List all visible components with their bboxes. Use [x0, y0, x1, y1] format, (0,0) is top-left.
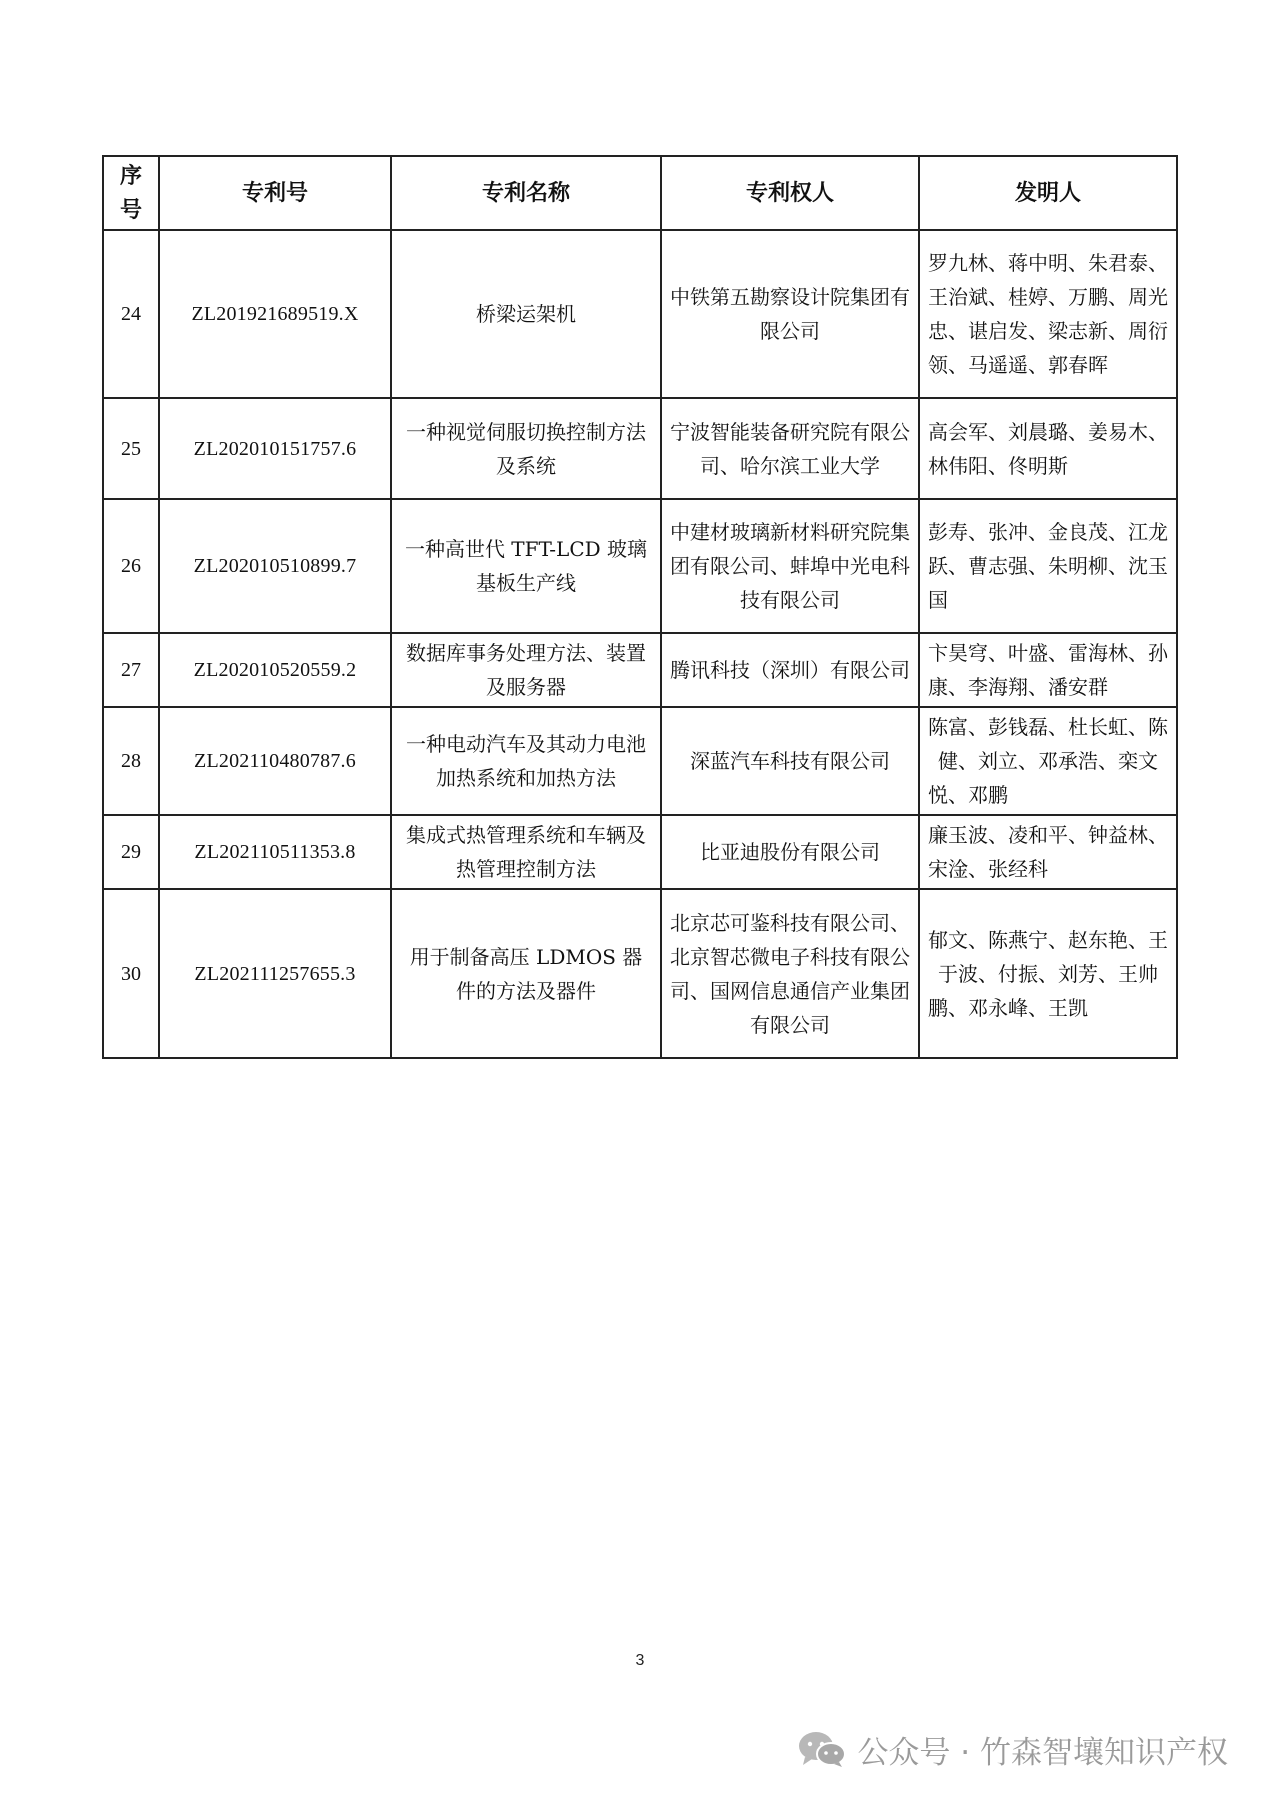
header-patentee: 专利权人 [661, 156, 919, 230]
row-patent-no: ZL202110511353.8 [159, 815, 391, 889]
row-patent-no: ZL202010520559.2 [159, 633, 391, 707]
table-header-row [103, 156, 1177, 230]
page-number: 3 [635, 1652, 645, 1669]
row-inventors: 彭寿、张冲、金良茂、江龙跃、曹志强、朱明柳、沈玉国 [919, 499, 1177, 633]
table-row [103, 889, 1177, 1058]
header-index: 序号 [103, 156, 159, 230]
row-index: 29 [103, 815, 159, 889]
table-row [103, 398, 1177, 499]
row-inventors: 卞昊穹、叶盛、雷海林、孙康、李海翔、潘安群 [919, 633, 1177, 707]
row-patent-name: 集成式热管理系统和车辆及热管理控制方法 [391, 815, 661, 889]
row-patent-no: ZL202111257655.3 [159, 889, 391, 1058]
row-patent-no: ZL202110480787.6 [159, 707, 391, 815]
table-row [103, 707, 1177, 815]
table-row [103, 633, 1177, 707]
row-patent-name: 一种高世代 TFT-LCD 玻璃基板生产线 [391, 499, 661, 633]
row-patentee: 腾讯科技（深圳）有限公司 [661, 633, 919, 707]
row-index: 25 [103, 398, 159, 499]
watermark-text: 公众号 · 竹森智壤知识产权 [857, 1734, 1228, 1771]
row-patent-name: 一种电动汽车及其动力电池加热系统和加热方法 [391, 707, 661, 815]
table-row [103, 815, 1177, 889]
row-index: 26 [103, 499, 159, 633]
row-patentee: 中建材玻璃新材料研究院集团有限公司、蚌埠中光电科技有限公司 [661, 499, 919, 633]
row-index: 30 [103, 889, 159, 1058]
row-index: 27 [103, 633, 159, 707]
row-patent-no: ZL201921689519.X [159, 230, 391, 398]
header-inventors: 发明人 [919, 156, 1177, 230]
row-patentee: 比亚迪股份有限公司 [661, 815, 919, 889]
table-row [103, 499, 1177, 633]
row-patent-name: 数据库事务处理方法、装置及服务器 [391, 633, 661, 707]
row-patent-name: 一种视觉伺服切换控制方法及系统 [391, 398, 661, 499]
row-index: 24 [103, 230, 159, 398]
row-patentee: 宁波智能装备研究院有限公司、哈尔滨工业大学 [661, 398, 919, 499]
row-patent-no: ZL202010151757.6 [159, 398, 391, 499]
row-patentee: 北京芯可鉴科技有限公司、北京智芯微电子科技有限公司、国网信息通信产业集团有限公司 [661, 889, 919, 1058]
row-inventors: 廉玉波、凌和平、钟益林、宋淦、张经科 [919, 815, 1177, 889]
row-patentee: 深蓝汽车科技有限公司 [661, 707, 919, 815]
row-inventors: 郁文、陈燕宁、赵东艳、王于波、付振、刘芳、王帅鹏、邓永峰、王凯 [919, 889, 1177, 1058]
patent-table [102, 155, 1178, 1059]
wechat-icon [797, 1730, 847, 1768]
row-inventors: 高会军、刘晨璐、姜易木、林伟阳、佟明斯 [919, 398, 1177, 499]
row-inventors: 罗九林、蒋中明、朱君泰、王治斌、桂婷、万鹏、周光忠、谌启发、梁志新、周衍领、马遥遥、郭春晖 [919, 230, 1177, 398]
row-patent-name: 桥梁运架机 [391, 230, 661, 398]
row-inventors: 陈富、彭钱磊、杜长虹、陈健、刘立、邓承浩、栾文悦、邓鹏 [919, 707, 1177, 815]
header-patent-no: 专利号 [159, 156, 391, 230]
table-row [103, 230, 1177, 398]
header-patent-name: 专利名称 [391, 156, 661, 230]
row-index: 28 [103, 707, 159, 815]
row-patentee: 中铁第五勘察设计院集团有限公司 [661, 230, 919, 398]
watermark [797, 1727, 1228, 1771]
row-patent-no: ZL202010510899.7 [159, 499, 391, 633]
row-patent-name: 用于制备高压 LDMOS 器件的方法及器件 [391, 889, 661, 1058]
